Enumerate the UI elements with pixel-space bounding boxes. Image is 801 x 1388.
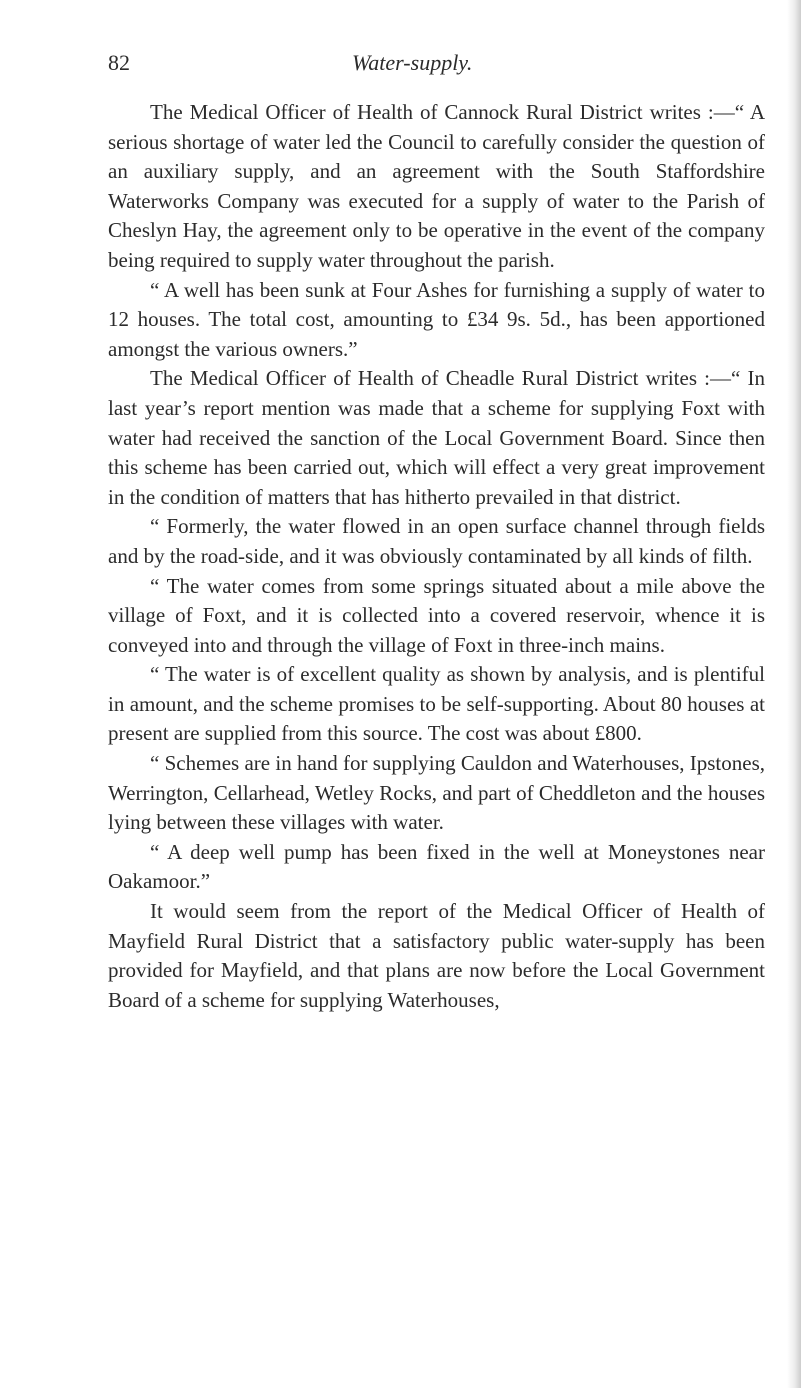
page-edge-shadow: [787, 0, 801, 1388]
body-text: [108, 98, 765, 1015]
paragraph: “ A deep well pump has been fixed in the well at Moneystones near Oakamoor.”: [108, 839, 765, 894]
page-number: 82: [108, 50, 130, 75]
paragraph: “ The water comes from some springs situated about a mile above the village of Foxt, and it is collected into a covered reservoir, whence it is conveyed into and through the village of Foxt in three-inch mains.: [108, 573, 765, 657]
paragraph: The Medical Officer of Health of Cheadle Rural District writes :—“ In last year’s report mention was made that a scheme for supplying Foxt with water had received the sanction of the Local Government Board. Since then this scheme has been carried out, which will effect a very great improvement in the condition of matters that has hitherto prevailed in that district.: [108, 366, 765, 509]
paragraph: “ A well has been sunk at Four Ashes for furnishing a supply of water to 12 houses. The total cost, amounting to £34 9s. 5d., has been apportioned amongst the various owners.”: [108, 277, 765, 361]
paragraph: “ Schemes are in hand for supplying Cauldon and Waterhouses, Ipstones, Werrington, Cellarhead, Wetley Rocks, and part of Cheddleton and the houses lying between these villages with water.: [108, 751, 765, 835]
running-title: Water-supply.: [352, 50, 473, 75]
paragraph: “ The water is of excellent quality as shown by analysis, and is plentiful in amount, and the scheme promises to be self-supporting. About 80 houses at present are supplied from this source. The cost was about £800.: [108, 662, 765, 746]
paragraph: The Medical Officer of Health of Cannock Rural District writes :—“ A serious shortage of water led the Council to carefully consider the question of an auxiliary supply, and an agreement with the South Staffordshire Waterworks Company was executed for a supply of water to the Parish of Cheslyn Hay, the agreement only to be operative in the event of the company being required to supply water throughout the parish.: [108, 100, 765, 272]
page-header: [108, 50, 708, 84]
paragraph: “ Formerly, the water flowed in an open surface channel through fields and by the road-side, and it was obviously contaminated by all kinds of filth.: [108, 514, 765, 568]
paragraph: It would seem from the report of the Medical Officer of Health of Mayfield Rural District that a satisfactory public water-supply has been provided for Mayfield, and that plans are now before the Local Government Board of a scheme for supplying Waterhouses,: [108, 899, 765, 1012]
